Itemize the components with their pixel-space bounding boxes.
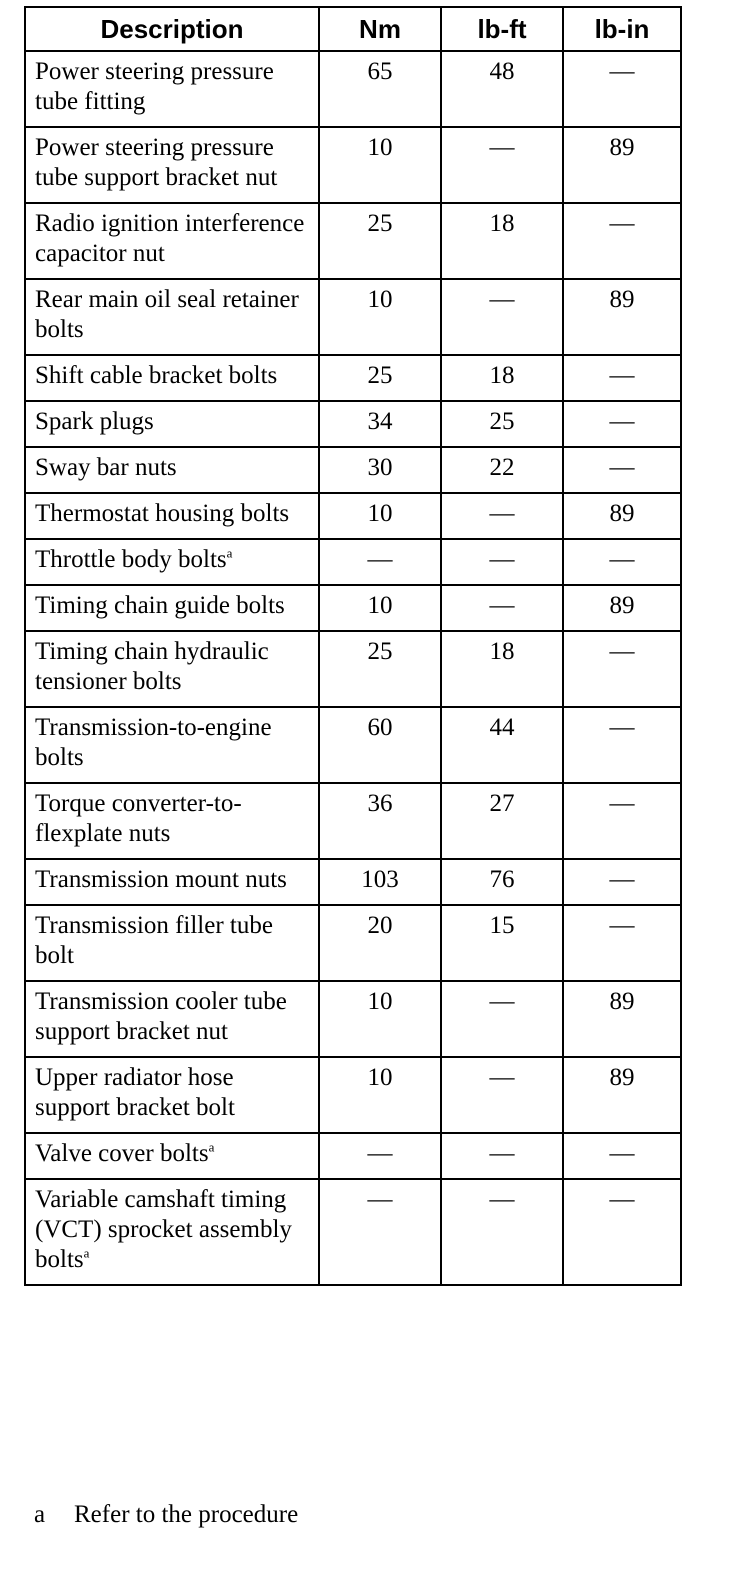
lb-ft-cell: — xyxy=(441,1133,563,1179)
description-text: Valve cover bolts xyxy=(35,1140,209,1167)
lb-in-cell: — xyxy=(563,203,681,279)
nm-cell: 34 xyxy=(319,401,441,447)
nm-cell: 60 xyxy=(319,707,441,783)
nm-cell: 10 xyxy=(319,493,441,539)
table-row xyxy=(25,493,681,539)
description-text: Upper radiator hose support bracket bolt xyxy=(35,1064,235,1121)
description-cell xyxy=(25,127,319,203)
lb-in-cell: — xyxy=(563,539,681,585)
table-body xyxy=(25,51,681,1285)
table-row xyxy=(25,51,681,127)
lb-ft-cell: 22 xyxy=(441,447,563,493)
description-text: Rear main oil seal retainer bolts xyxy=(35,286,299,343)
table-row xyxy=(25,447,681,493)
description-cell xyxy=(25,401,319,447)
nm-cell: 10 xyxy=(319,585,441,631)
description-text: Power steering pressure tube fitting xyxy=(35,58,274,115)
lb-in-cell: 89 xyxy=(563,493,681,539)
lb-in-cell: — xyxy=(563,859,681,905)
table-footnote xyxy=(34,1500,298,1530)
nm-cell: 30 xyxy=(319,447,441,493)
nm-cell: 36 xyxy=(319,783,441,859)
table-row xyxy=(25,981,681,1057)
table-row xyxy=(25,631,681,707)
description-text: Thermostat housing bolts xyxy=(35,500,290,527)
lb-in-cell: 89 xyxy=(563,127,681,203)
column-header-description: Description xyxy=(25,7,319,51)
table-row xyxy=(25,401,681,447)
table-row xyxy=(25,859,681,905)
lb-in-cell: — xyxy=(563,1133,681,1179)
table-row xyxy=(25,905,681,981)
lb-ft-cell: 18 xyxy=(441,203,563,279)
lb-ft-cell: — xyxy=(441,493,563,539)
column-header-nm: Nm xyxy=(319,7,441,51)
table-header xyxy=(25,7,681,51)
description-cell xyxy=(25,585,319,631)
nm-cell: — xyxy=(319,1133,441,1179)
nm-cell: 25 xyxy=(319,631,441,707)
lb-ft-cell: 18 xyxy=(441,631,563,707)
lb-ft-cell: — xyxy=(441,279,563,355)
description-cell xyxy=(25,631,319,707)
footnote-reference: a xyxy=(208,1139,215,1155)
description-text: Timing chain hydraulic tensioner bolts xyxy=(35,638,269,695)
lb-ft-cell: — xyxy=(441,981,563,1057)
lb-in-cell: 89 xyxy=(563,585,681,631)
description-text: Sway bar nuts xyxy=(35,454,177,481)
torque-specifications-table xyxy=(24,6,682,1286)
description-text: Power steering pressure tube support bracket nut xyxy=(35,134,278,191)
nm-cell: 10 xyxy=(319,279,441,355)
table-row xyxy=(25,203,681,279)
description-cell xyxy=(25,981,319,1057)
lb-ft-cell: 48 xyxy=(441,51,563,127)
description-cell xyxy=(25,51,319,127)
table-row xyxy=(25,707,681,783)
footnote-text: Refer to the procedure xyxy=(74,1501,299,1528)
nm-cell: 10 xyxy=(319,981,441,1057)
description-cell xyxy=(25,355,319,401)
lb-ft-cell: — xyxy=(441,539,563,585)
lb-ft-cell: — xyxy=(441,1179,563,1285)
column-header-lb-ft: lb-ft xyxy=(441,7,563,51)
lb-ft-cell: — xyxy=(441,1057,563,1133)
nm-cell: — xyxy=(319,1179,441,1285)
nm-cell: 25 xyxy=(319,203,441,279)
nm-cell: 10 xyxy=(319,1057,441,1133)
description-text: Timing chain guide bolts xyxy=(35,592,285,619)
lb-ft-cell: — xyxy=(441,585,563,631)
nm-cell: 25 xyxy=(319,355,441,401)
lb-ft-cell: 76 xyxy=(441,859,563,905)
nm-cell: 10 xyxy=(319,127,441,203)
table-row xyxy=(25,585,681,631)
lb-in-cell: — xyxy=(563,1179,681,1285)
table-row xyxy=(25,783,681,859)
description-text: Throttle body bolts xyxy=(35,546,227,573)
nm-cell: — xyxy=(319,539,441,585)
lb-in-cell: 89 xyxy=(563,279,681,355)
lb-ft-cell: 18 xyxy=(441,355,563,401)
description-cell xyxy=(25,905,319,981)
lb-in-cell: — xyxy=(563,51,681,127)
lb-in-cell: — xyxy=(563,401,681,447)
lb-in-cell: — xyxy=(563,707,681,783)
footnote-reference: a xyxy=(83,1245,90,1261)
column-header-lb-in: lb-in xyxy=(563,7,681,51)
description-cell xyxy=(25,783,319,859)
lb-in-cell: 89 xyxy=(563,981,681,1057)
description-text: Transmission filler tube bolt xyxy=(35,912,273,969)
lb-in-cell: — xyxy=(563,905,681,981)
lb-ft-cell: 44 xyxy=(441,707,563,783)
lb-in-cell: — xyxy=(563,447,681,493)
description-text: Spark plugs xyxy=(35,408,154,435)
description-cell xyxy=(25,203,319,279)
description-cell xyxy=(25,707,319,783)
description-cell xyxy=(25,1057,319,1133)
header-row xyxy=(25,7,681,51)
description-text: Variable camshaft timing (VCT) sprocket assembly bolts xyxy=(35,1186,292,1273)
nm-cell: 20 xyxy=(319,905,441,981)
description-text: Transmission mount nuts xyxy=(35,866,287,893)
description-cell xyxy=(25,279,319,355)
description-cell xyxy=(25,1179,319,1285)
table-row xyxy=(25,539,681,585)
description-text: Shift cable bracket bolts xyxy=(35,362,278,389)
lb-in-cell: — xyxy=(563,355,681,401)
description-text: Radio ignition interference capacitor nut xyxy=(35,210,305,267)
table-row xyxy=(25,279,681,355)
lb-ft-cell: 27 xyxy=(441,783,563,859)
lb-in-cell: — xyxy=(563,783,681,859)
lb-ft-cell: 25 xyxy=(441,401,563,447)
table-row xyxy=(25,127,681,203)
table-row xyxy=(25,1179,681,1285)
description-cell xyxy=(25,447,319,493)
lb-ft-cell: — xyxy=(441,127,563,203)
lb-in-cell: — xyxy=(563,631,681,707)
lb-in-cell: 89 xyxy=(563,1057,681,1133)
footnote-marker: a xyxy=(34,1501,46,1528)
description-text: Transmission-to-engine bolts xyxy=(35,714,272,771)
description-cell xyxy=(25,1133,319,1179)
table-row xyxy=(25,355,681,401)
description-text: Transmission cooler tube support bracket nut xyxy=(35,988,287,1045)
nm-cell: 103 xyxy=(319,859,441,905)
description-cell xyxy=(25,493,319,539)
nm-cell: 65 xyxy=(319,51,441,127)
description-cell xyxy=(25,539,319,585)
description-cell xyxy=(25,859,319,905)
lb-ft-cell: 15 xyxy=(441,905,563,981)
description-text: Torque converter-to-flexplate nuts xyxy=(35,790,242,847)
table-row xyxy=(25,1133,681,1179)
table-row xyxy=(25,1057,681,1133)
footnote-reference: a xyxy=(226,545,233,561)
